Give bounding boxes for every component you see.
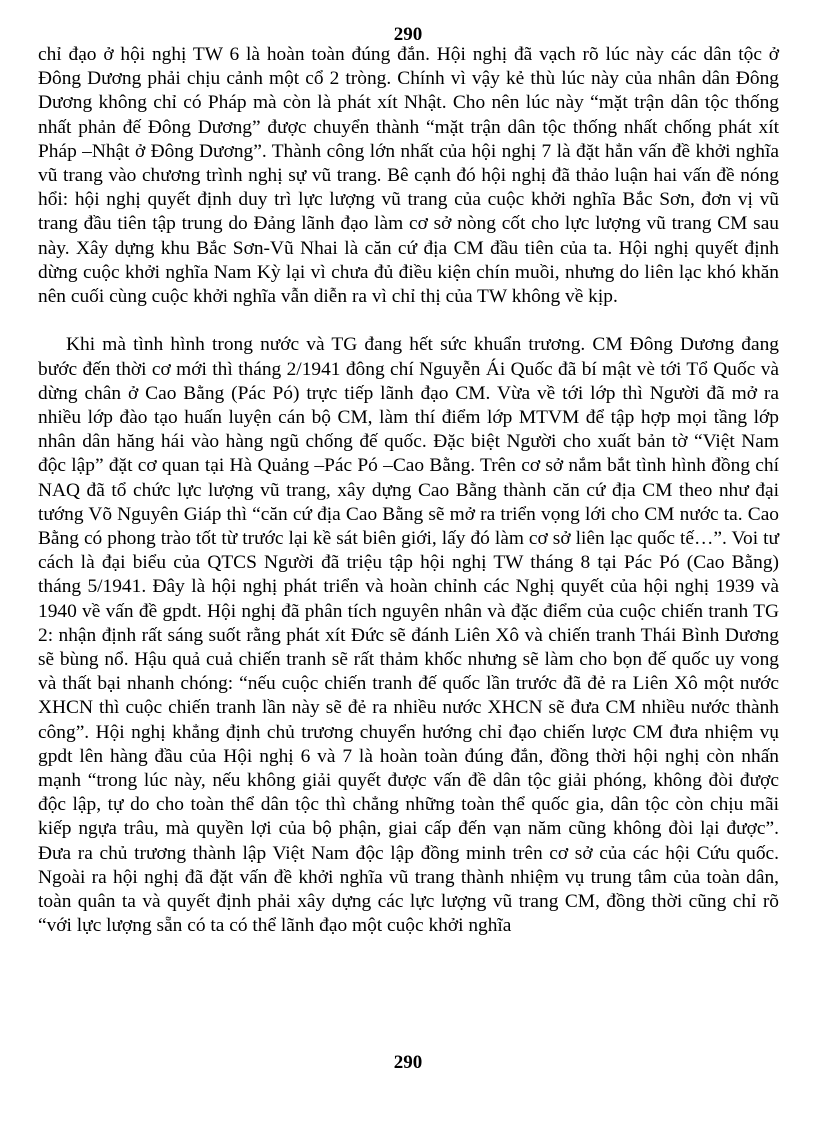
page-number-bottom: 290 [393, 1052, 423, 1073]
page-number-top: 290 [393, 24, 423, 45]
paragraph-1: chỉ đạo ở hội nghị TW 6 là hoàn toàn đúng đắn. Hội nghị đã vạch rõ lúc này các dân tộc ở Đông Dương phải chịu cảnh một cổ 2 tròng. Chính vì vậy kẻ thù lúc này của nhân dân Đông Dương không chỉ có Pháp mà còn là phát xít Nhật. Cho nên lúc này “mặt trận dân tộc thống nhất phản đế Đông Dương” được chuyển thành “mặt trận dân tộc thống nhất chống phát xít Pháp –Nhật ở Đông Dương”. Thành công lớn nhất của hội nghị 7 là đặt hẳn vấn đề khởi nghĩa vũ trang vào chương trình nghị sự vũ trang. Bê cạnh đó hội nghị đã thảo luận hai vấn đề nóng hổi: hội nghị quyết định duy trì lực lượng vũ trang của cuộc khởi nghĩa Bắc Sơn, đơn vị vũ trang đầu tiên tập trung do Đảng lãnh đạo làm cơ sở nòng cốt cho lực lượng vũ trang CM sau này. Xây dựng khu Bắc Sơn-Vũ Nhai là căn cứ địa CM đầu tiên của ta. Hội nghị quyết định dừng cuộc khởi nghĩa Nam Kỳ lại vì chưa đủ điều kiện chín muồi, nhưng do liên lạc khó khăn nên cuối cùng cuộc khởi nghĩa vẫn diễn ra vì chỉ thị của TW không về kịp. [38, 44, 779, 308]
document-body [38, 43, 779, 939]
paragraph-2: Khi mà tình hình trong nước và TG đang hết sức khuẩn trương. CM Đông Dương đang bước đến thời cơ mới thì tháng 2/1941 đông chí Nguyễn Ái Quốc đã bí mật vè tới Tổ Quốc và dừng chân ở Cao Bằng (Pác Pó) trực tiếp lãnh đạo CM. Vừa về tới lớp thì Người đã mở ra nhiều lớp đào tạo huấn luyện cán bộ CM, làm thí điểm lớp MTVM để tập hợp mọi tầng lớp nhân dân hăng hái vào hàng ngũ chống đế quốc. Đặc biệt Người cho xuất bản tờ “Việt Nam độc lập” đặt cơ quan tại Hà Quảng –Pác Pó –Cao Bằng. Trên cơ sở nắm bắt tình hình đồng chí NAQ đã tổ chức lực lượng vũ trang, xây dựng Cao Bằng thành căn cứ địa CM theo như đại tướng Võ Nguyên Giáp thì “căn cứ địa Cao Bằng sẽ mở ra triển vọng lới cho CM nước ta. Cao Bằng có phong trào tốt từ trước lại kề sát biên giới, lấy đó làm cơ sở liên lạc quốc tế…”. Voi tư cách là đại biểu của QTCS Người đã triệu tập hội nghị TW tháng 8 tại Pác Pó (Cao Bằng) tháng 5/1941. Đây là hội nghị phát triển và hoàn chỉnh các Nghị quyết của hội nghị 1939 và 1940 về vấn đề gpdt. Hội nghị đã phân tích nguyên nhân và đặc điểm của cuộc chiến tranh TG 2: nhận định rất sáng suốt rằng phát xít Đức sẽ đánh Liên Xô và chiến tranh Thái Bình Dương sẽ bùng nổ. Hậu quả cuả chiến tranh sẽ rất thảm khốc nhưng sẽ làm cho bọn đế quốc uy vong và thất bại nhanh chóng: “nếu cuộc chiến tranh đế quốc lần trước đã đẻ ra Liên Xô một nước XHCN thì cuộc chiến tranh lần này sẽ đẻ ra nhiều nước XHCN sẽ đưa CM nhiều nước thành công”. Hội nghị khẳng định chủ trương chuyển hướng chỉ đạo chiến lược CM đưa nhiệm vụ gpdt lên hàng đầu của Hội nghị 6 và 7 là hoàn toàn đúng đắn, đồng thời hội nghị còn nhấn mạnh “trong lúc này, nếu không giải quyết được vấn đề dân tộc giải phóng, không đòi được độc lập, tự do cho toàn thể dân tộc thì chẳng những toàn thể quốc gia, dân tộc còn chịu mãi kiếp ngựa trâu, mà quyền lợi của bộ phận, giai cấp đến vạn năm cũng không đòi lại được”. Đưa ra chủ trương thành lập Việt Nam độc lập đồng minh trên cơ sở của các hội Cứu quốc. Ngoài ra hội nghị đã đặt vấn đề khởi nghĩa vũ trang thành nhiệm vụ trung tâm của toàn dân, toàn quân ta và quyết định phải xây dựng các lực lượng vũ trang CM, đồng thời cũng chỉ rõ “với lực lượng sẵn có ta có thể lãnh đạo một cuộc khởi nghĩa [38, 334, 779, 937]
